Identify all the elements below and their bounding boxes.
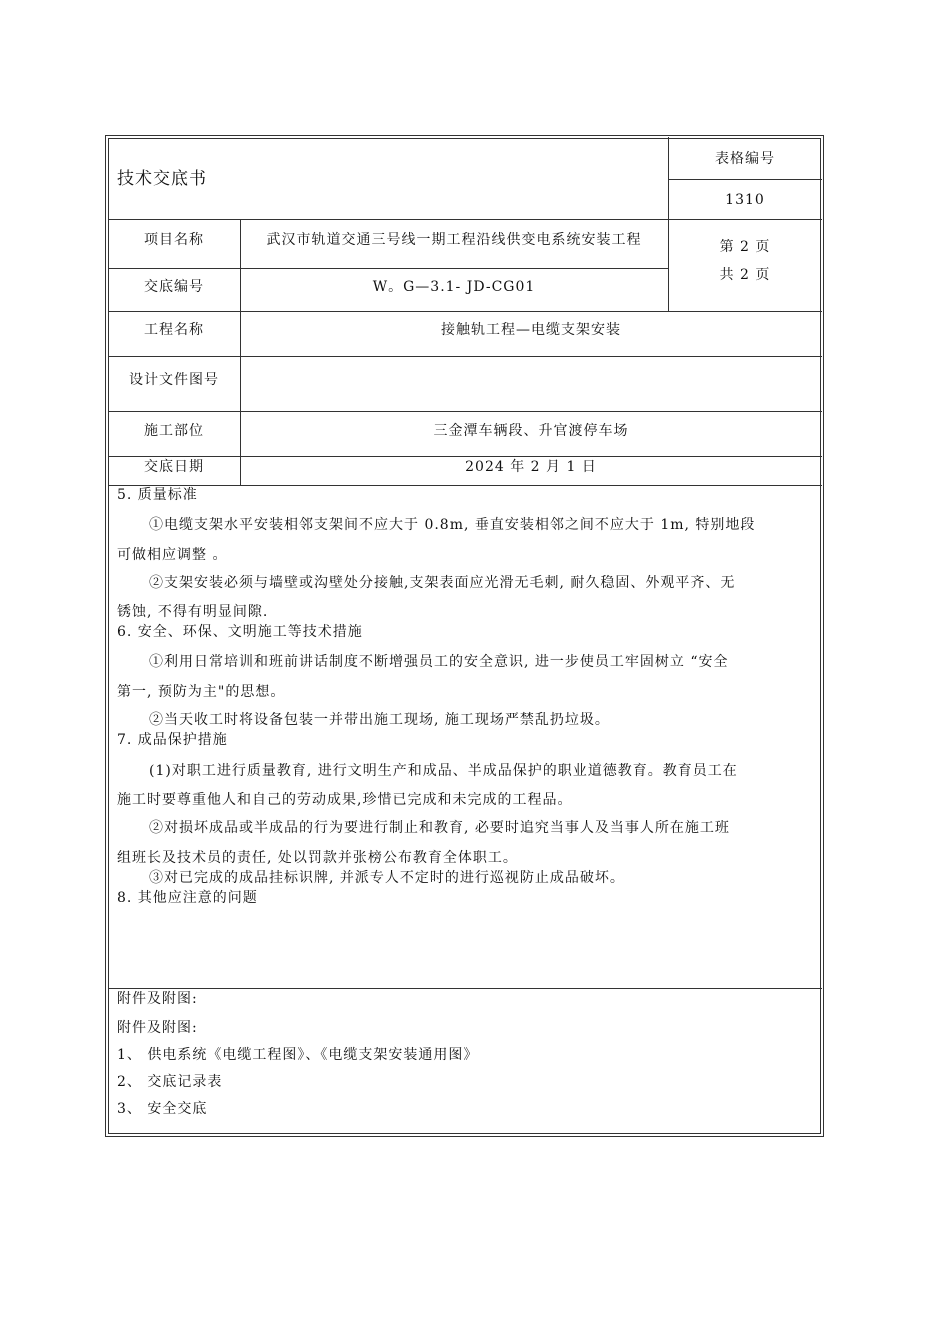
disclosure-date-value: 2024 年 2 月 1 日 [465,459,597,475]
paragraph-line: ③对已完成的成品挂标识牌, 并派专人不定时的进行巡视防止成品破坏。 [149,870,625,886]
disclosure-date-label: 交底日期 [144,459,204,475]
paragraph-line: (1)对职工进行质量教育, 进行文明生产和成品、半成品保护的职业道德教育。教育员工在 [149,763,738,779]
paragraph-line: 锈蚀, 不得有明显间隙. [117,604,269,620]
divider [108,485,822,486]
attachment-item: 1、 供电系统《电缆工程图》、《电缆支架安装通用图》 [117,1047,479,1063]
construction-location-label: 施工部位 [144,423,204,439]
paragraph-line: 组班长及技术员的责任, 处以罚款并张榜公布教育全体职工。 [117,850,518,866]
work-name-value: 接触轨工程—电缆支架安装 [441,322,621,338]
construction-location-value: 三金潭车辆段、升官渡停车场 [433,423,629,439]
divider [108,311,822,312]
divider [240,219,241,485]
form-number-value: 1310 [725,192,765,208]
section-5-title: 5. 质量标准 [117,487,198,503]
paragraph-line: ①利用日常培训和班前讲话制度不断增强员工的安全意识, 进一步使员工牢固树立 “安全 [149,654,729,670]
paragraph-line: ①电缆支架水平安装相邻支架间不应大于 0.8m, 垂直安装相邻之间不应大于 1m, 特别地段 [149,517,756,533]
paragraph-line: 可做相应调整 。 [117,547,228,563]
divider [108,268,668,269]
section-7-title: 7. 成品保护措施 [117,732,228,748]
divider [108,411,822,412]
disclosure-number-value: W。G—3.1- JD-CG01 [372,279,536,295]
attachments-heading: 附件及附图: [117,991,198,1007]
divider [108,456,822,457]
form-number-label: 表格编号 [715,151,775,167]
divider [108,988,822,989]
paragraph-line: 第一, 预防为主"的思想。 [117,684,286,700]
document-title: 技术交底书 [117,169,207,189]
paragraph-line: ②支架安装必须与墙壁或沟壁处分接触,支架表面应光滑无毛刺, 耐久稳固、外观平齐、无 [149,575,736,591]
divider [668,179,822,180]
section-8-title: 8. 其他应注意的问题 [117,890,258,906]
project-name-value: 武汉市轨道交通三号线一期工程沿线供变电系统安装工程 [266,232,642,248]
section-6-title: 6. 安全、环保、文明施工等技术措施 [117,624,363,640]
attachment-item: 3、 安全交底 [117,1101,208,1117]
disclosure-number-label: 交底编号 [144,279,204,295]
attachments-heading: 附件及附图: [117,1020,198,1036]
divider [108,356,822,357]
project-name-label: 项目名称 [144,232,204,248]
divider [108,219,822,220]
work-name-label: 工程名称 [144,322,204,338]
page-current: 第 2 页 [719,239,771,255]
design-doc-label: 设计文件图号 [129,372,219,388]
paragraph-line: ②对损坏成品或半成品的行为要进行制止和教育, 必要时追究当事人及当事人所在施工班 [149,820,730,836]
attachment-item: 2、 交底记录表 [117,1074,223,1090]
paragraph-line: 施工时要尊重他人和自己的劳动成果,珍惜已完成和未完成的工程品。 [117,792,573,808]
page-total: 共 2 页 [719,267,771,283]
paragraph-line: ②当天收工时将设备包装一并带出施工现场, 施工现场严禁乱扔垃圾。 [149,712,610,728]
